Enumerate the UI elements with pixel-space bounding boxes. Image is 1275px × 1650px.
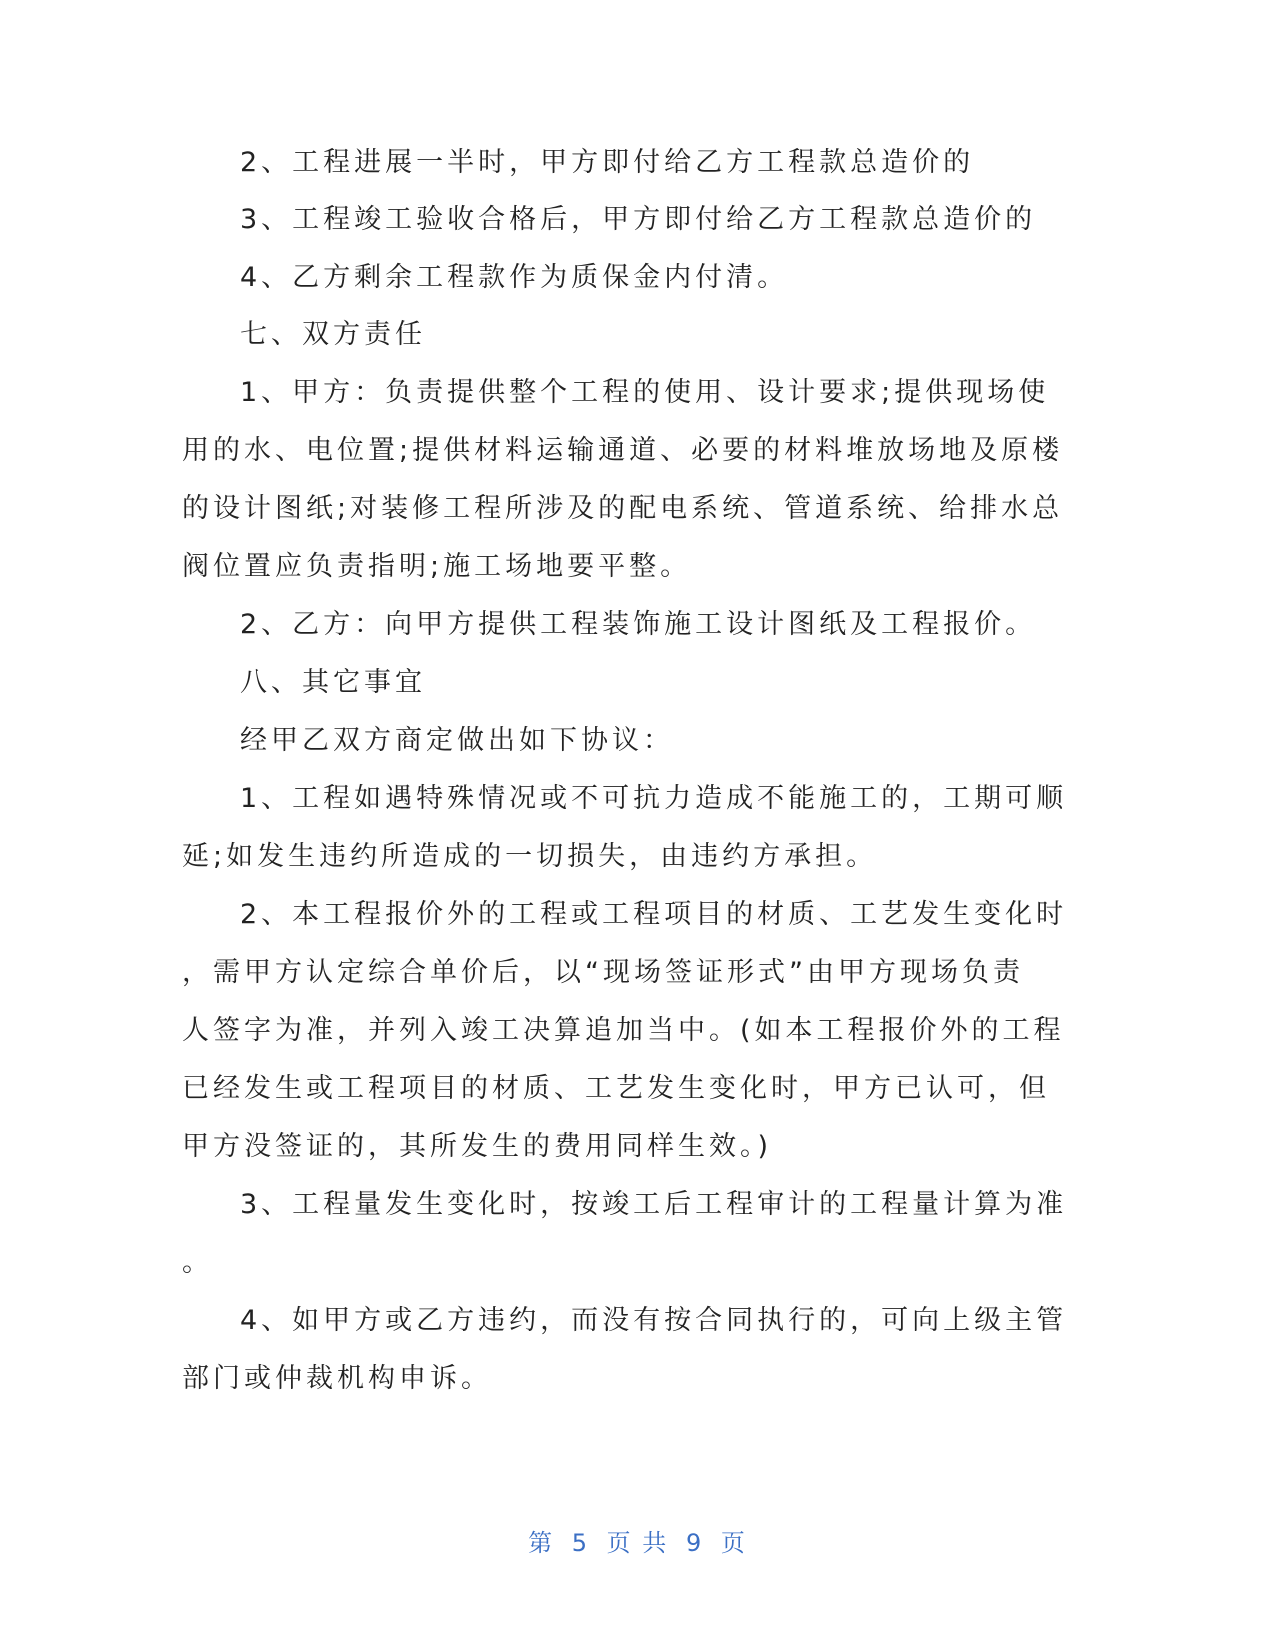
paragraph-line: 已经发生或工程项目的材质、工艺发生变化时，甲方已认可，但 (182, 1073, 1050, 1104)
paragraph-line: 经甲乙双方商定做出如下协议： (240, 725, 674, 756)
paragraph-line: 延;如发生违约所造成的一切损失，由违约方承担。 (182, 841, 878, 872)
paragraph-line: 2、工程进展一半时，甲方即付给乙方工程款总造价的 (240, 147, 975, 178)
paragraph-line: 3、工程量发生变化时，按竣工后工程审计的工程量计算为准 (240, 1189, 1068, 1220)
paragraph-line: 人签字为准，并列入竣工决算追加当中。(如本工程报价外的工程 (182, 1015, 1065, 1046)
paragraph-line: 部门或仲裁机构申诉。 (182, 1363, 492, 1394)
paragraph-line: ，需甲方认定综合单价后，以“现场签证形式”由甲方现场负责 (182, 957, 1024, 988)
paragraph-line: 2、乙方：向甲方提供工程装饰施工设计图纸及工程报价。 (240, 609, 1037, 640)
paragraph-line: 4、如甲方或乙方违约，而没有按合同执行的，可向上级主管 (240, 1305, 1068, 1336)
footer-suffix: 页 (720, 1529, 747, 1557)
section-heading: 八、其它事宜 (240, 667, 426, 698)
page-number-footer (0, 1528, 1275, 1558)
paragraph-line: 4、乙方剩余工程款作为质保金内付清。 (240, 262, 789, 293)
paragraph-line: 2、本工程报价外的工程或工程项目的材质、工艺发生变化时 (240, 899, 1068, 930)
paragraph-line: 1、甲方：负责提供整个工程的使用、设计要求;提供现场使 (240, 377, 1050, 408)
paragraph-line: 甲方没签证的，其所发生的费用同样生效。) (182, 1131, 773, 1162)
current-page-number: 5 (571, 1529, 590, 1557)
section-heading: 七、双方责任 (240, 319, 426, 350)
paragraph-line: 阀位置应负责指明;施工场地要平整。 (182, 551, 692, 582)
paragraph-line: 的设计图纸;对装修工程所涉及的配电系统、管道系统、给排水总 (182, 493, 1064, 524)
paragraph-line: 3、工程竣工验收合格后，甲方即付给乙方工程款总造价的 (240, 204, 1037, 235)
paragraph-line: 。 (182, 1247, 213, 1278)
paragraph-line: 1、工程如遇特殊情况或不可抗力造成不能施工的，工期可顺 (240, 783, 1068, 814)
footer-prefix: 第 (528, 1529, 555, 1557)
total-pages-number: 9 (685, 1529, 704, 1557)
paragraph-line: 用的水、电位置;提供材料运输通道、必要的材料堆放场地及原楼 (182, 435, 1064, 466)
footer-mid: 页 共 (606, 1529, 669, 1557)
